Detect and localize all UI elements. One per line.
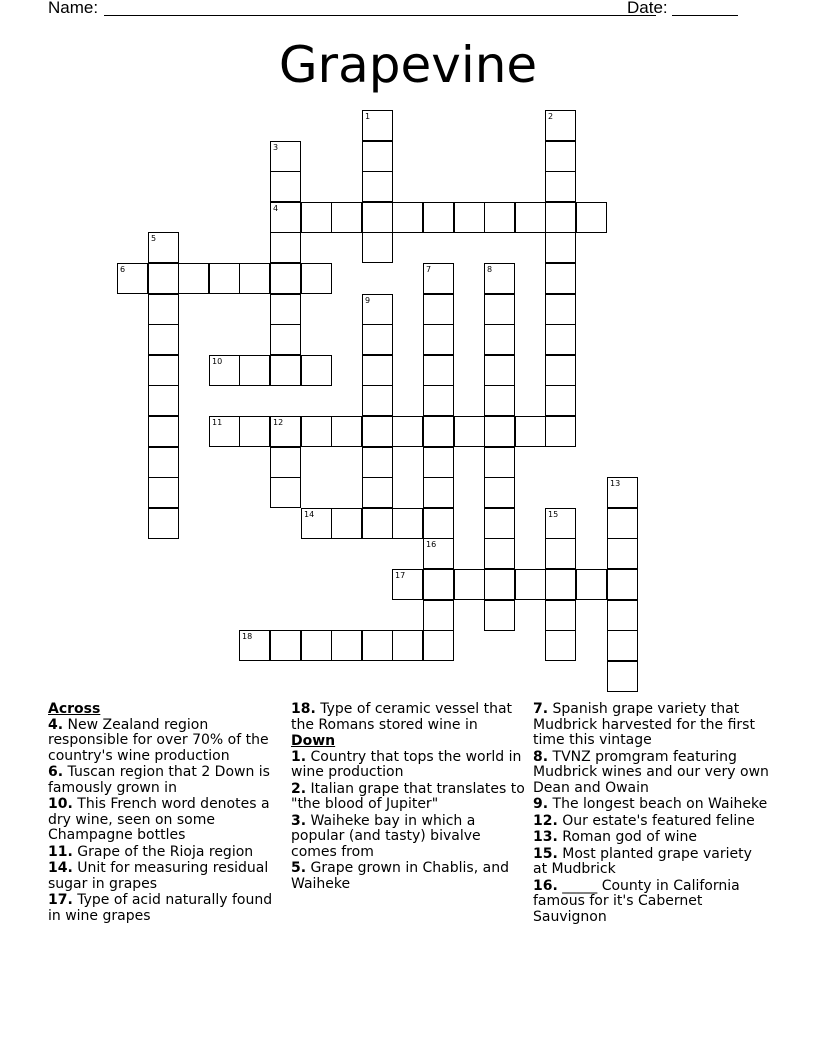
clue-number: 9. [533,796,549,812]
clue-text: Tuscan region that 2 Down is famously grown in [48,764,270,796]
cell-number: 14 [304,510,315,519]
grid-cell[interactable] [270,630,301,661]
grid-cell[interactable] [545,141,576,172]
grid-cell[interactable] [545,508,576,539]
clue-number: 17. [48,892,73,908]
grid-cell[interactable] [301,630,332,661]
clue-number: 1. [291,748,307,765]
clue-text: Unit for measuring residual sugar in grapes [48,860,269,892]
cell-number: 13 [610,479,621,488]
grid-cell[interactable] [362,447,393,478]
clue-across-17 [48,893,284,924]
grid-cell[interactable] [209,355,240,386]
clue-text: Italian grape that translates to "the blood of Jupiter" [291,780,525,812]
grid-cell[interactable] [545,355,576,386]
clue-number: 14. [48,860,73,876]
grid-cell[interactable] [362,630,393,661]
grid-cell[interactable] [362,416,393,447]
grid-cell[interactable] [484,508,515,539]
grid-cell[interactable] [392,202,423,233]
grid-cell[interactable] [331,630,362,661]
clue-down-7 [533,702,769,749]
clue-number: 18. [291,701,316,717]
grid-cell[interactable] [607,477,638,508]
clue-down-12 [533,814,769,830]
grid-cell[interactable] [148,416,179,447]
cell-number: 3 [273,143,279,152]
clue-text: Most planted grape variety at Mudbrick [533,845,752,877]
date-label: Date: [627,0,668,17]
clue-column-2 [291,702,527,893]
clue-text: Our estate's featured feline [562,812,755,829]
grid-cell[interactable] [301,202,332,233]
clue-number: 5. [291,860,307,876]
grid-cell[interactable] [545,263,576,294]
cell-number: 2 [548,112,554,121]
grid-cell[interactable] [362,508,393,539]
clue-down-9 [533,797,769,813]
cell-number: 5 [151,234,157,243]
grid-cell[interactable] [484,294,515,325]
grid-cell[interactable] [362,385,393,416]
cell-number: 15 [548,510,559,519]
clue-number: 4. [48,716,64,733]
grid-cell[interactable] [454,202,485,233]
grid-cell[interactable] [515,202,546,233]
grid-cell[interactable] [484,324,515,355]
grid-cell[interactable] [515,569,546,600]
clue-down-15 [533,847,769,878]
grid-cell[interactable] [576,569,607,600]
grid-cell[interactable] [484,385,515,416]
clue-text: Country that tops the world in wine production [291,748,522,780]
clue-across-11 [48,845,284,861]
clue-number: 10. [48,796,73,812]
clue-text: Roman god of wine [562,829,698,845]
grid-cell[interactable] [423,477,454,508]
clue-down-1 [291,750,527,781]
grid-cell[interactable] [362,171,393,202]
grid-cell[interactable] [545,416,576,447]
grid-cell[interactable] [270,324,301,355]
grid-cell[interactable] [545,171,576,202]
grid-cell[interactable] [607,661,638,692]
grid-cell[interactable] [362,324,393,355]
cell-number: 9 [365,296,371,305]
clue-down-8 [533,750,769,797]
grid-cell[interactable] [362,141,393,172]
clue-column-1 [48,702,284,925]
clue-down-3 [291,814,527,861]
grid-cell[interactable] [270,202,301,233]
grid-cell[interactable] [423,385,454,416]
grid-cell[interactable] [545,538,576,569]
clue-column-3 [533,702,769,926]
clue-text: _____ County in California famous for it's Cabernet Sauvignon [533,877,740,925]
grid-cell[interactable] [545,110,576,141]
grid-cell[interactable] [362,355,393,386]
grid-cell[interactable] [484,538,515,569]
clue-number: 7. [533,701,549,717]
cell-number: 12 [273,418,284,427]
grid-cell[interactable] [423,569,454,600]
clue-text: New Zealand region responsible for over 70% of the country's wine production [48,716,269,764]
clue-number: 12. [533,812,558,829]
cell-number: 18 [242,632,253,641]
cell-number: 8 [487,265,493,274]
clue-number: 3. [291,812,307,829]
grid-cell[interactable] [270,263,301,294]
grid-cell[interactable] [362,294,393,325]
grid-cell[interactable] [392,416,423,447]
grid-cell[interactable] [454,569,485,600]
clue-down-16 [533,879,769,926]
clue-number: 15. [533,845,558,862]
grid-cell[interactable] [301,263,332,294]
grid-cell[interactable] [209,263,240,294]
grid-cell[interactable] [301,416,332,447]
grid-cell[interactable] [545,324,576,355]
clue-down-2 [291,782,527,813]
puzzle-title: Grapevine [278,36,538,94]
grid-cell[interactable] [362,110,393,141]
clue-text: Grape grown in Chablis, and Waiheke [291,860,509,892]
grid-cell[interactable] [331,416,362,447]
grid-cell[interactable] [545,600,576,631]
clue-text: The longest beach on Waiheke [552,796,768,812]
grid-cell[interactable] [484,477,515,508]
clue-text: Type of ceramic vessel that the Romans stored wine in [291,701,513,733]
grid-cell[interactable] [270,232,301,263]
grid-cell[interactable] [270,141,301,172]
clue-number: 11. [48,843,73,860]
cell-number: 1 [365,112,371,121]
grid-cell[interactable] [148,508,179,539]
grid-cell[interactable] [392,508,423,539]
grid-cell[interactable] [545,569,576,600]
grid-cell[interactable] [484,355,515,386]
grid-cell[interactable] [239,263,270,294]
grid-cell[interactable] [484,447,515,478]
grid-cell[interactable] [423,508,454,539]
grid-cell[interactable] [484,569,515,600]
grid-cell[interactable] [607,569,638,600]
clue-across-10 [48,797,284,844]
clue-text: Type of acid naturally found in wine grapes [48,892,273,924]
grid-cell[interactable] [148,232,179,263]
grid-cell[interactable] [148,477,179,508]
clue-down-13 [533,830,769,846]
cell-number: 16 [426,540,437,549]
clue-number: 6. [48,764,64,780]
grid-cell[interactable] [148,263,179,294]
cell-number: 17 [395,571,406,580]
grid-cell[interactable] [484,202,515,233]
grid-cell[interactable] [423,202,454,233]
clue-number: 2. [291,780,307,797]
clue-across-14 [48,861,284,892]
grid-cell[interactable] [270,171,301,202]
clue-text: Waiheke bay in which a popular (and tasty) bivalve comes from [291,812,481,860]
grid-cell[interactable] [607,630,638,661]
grid-cell[interactable] [423,538,454,569]
name-label: Name: [48,0,99,17]
clue-text: TVNZ promgram featuring Mudbrick wines and our very own Dean and Owain [533,748,769,796]
grid-cell[interactable] [515,416,546,447]
grid-cell[interactable] [148,294,179,325]
clue-text: This French word denotes a dry wine, seen on some Champagne bottles [48,796,270,843]
cell-number: 7 [426,265,432,274]
grid-cell[interactable] [331,508,362,539]
grid-cell[interactable] [239,630,270,661]
clue-down-5 [291,861,527,892]
grid-cell[interactable] [362,232,393,263]
grid-cell[interactable] [423,600,454,631]
grid-cell[interactable] [423,447,454,478]
grid-cell[interactable] [148,355,179,386]
grid-cell[interactable] [362,202,393,233]
clue-number: 16. [533,877,558,894]
grid-cell[interactable] [484,416,515,447]
grid-cell[interactable] [545,202,576,233]
grid-cell[interactable] [178,263,209,294]
grid-cell[interactable] [270,447,301,478]
grid-cell[interactable] [301,355,332,386]
down-heading: Down [291,733,336,749]
clue-text: Spanish grape variety that Mudbrick harvested for the first time this vintage [533,701,755,748]
grid-cell[interactable] [423,263,454,294]
grid-cell[interactable] [607,600,638,631]
grid-cell[interactable] [545,630,576,661]
grid-cell[interactable] [423,630,454,661]
grid-cell[interactable] [362,477,393,508]
grid-cell[interactable] [423,416,454,447]
grid-cell[interactable] [607,538,638,569]
grid-cell[interactable] [484,263,515,294]
grid-cell[interactable] [117,263,148,294]
grid-cell[interactable] [270,477,301,508]
cell-number: 11 [212,418,223,427]
grid-cell[interactable] [148,324,179,355]
grid-cell[interactable] [239,355,270,386]
grid-cell[interactable] [423,294,454,325]
grid-cell[interactable] [270,294,301,325]
clue-number: 13. [533,829,558,845]
grid-cell[interactable] [545,294,576,325]
clue-number: 8. [533,748,549,765]
grid-cell[interactable] [607,508,638,539]
clue-across-6 [48,765,284,796]
clue-text: Grape of the Rioja region [77,843,254,860]
grid-cell[interactable] [423,324,454,355]
grid-cell[interactable] [423,355,454,386]
cell-number: 4 [273,204,279,213]
grid-cell[interactable] [454,416,485,447]
grid-cell[interactable] [301,508,332,539]
grid-cell[interactable] [270,416,301,447]
grid-cell[interactable] [576,202,607,233]
grid-cell[interactable] [148,385,179,416]
clue-across-4 [48,718,284,765]
grid-cell[interactable] [148,447,179,478]
grid-cell[interactable] [331,202,362,233]
clue-across-18 [291,702,527,733]
grid-cell[interactable] [270,355,301,386]
cell-number: 6 [120,265,126,274]
grid-cell[interactable] [484,600,515,631]
grid-cell[interactable] [392,630,423,661]
grid-cell[interactable] [545,385,576,416]
across-heading: Across [48,701,101,717]
grid-cell[interactable] [392,569,423,600]
grid-cell[interactable] [209,416,240,447]
grid-cell[interactable] [545,232,576,263]
cell-number: 10 [212,357,223,366]
grid-cell[interactable] [239,416,270,447]
